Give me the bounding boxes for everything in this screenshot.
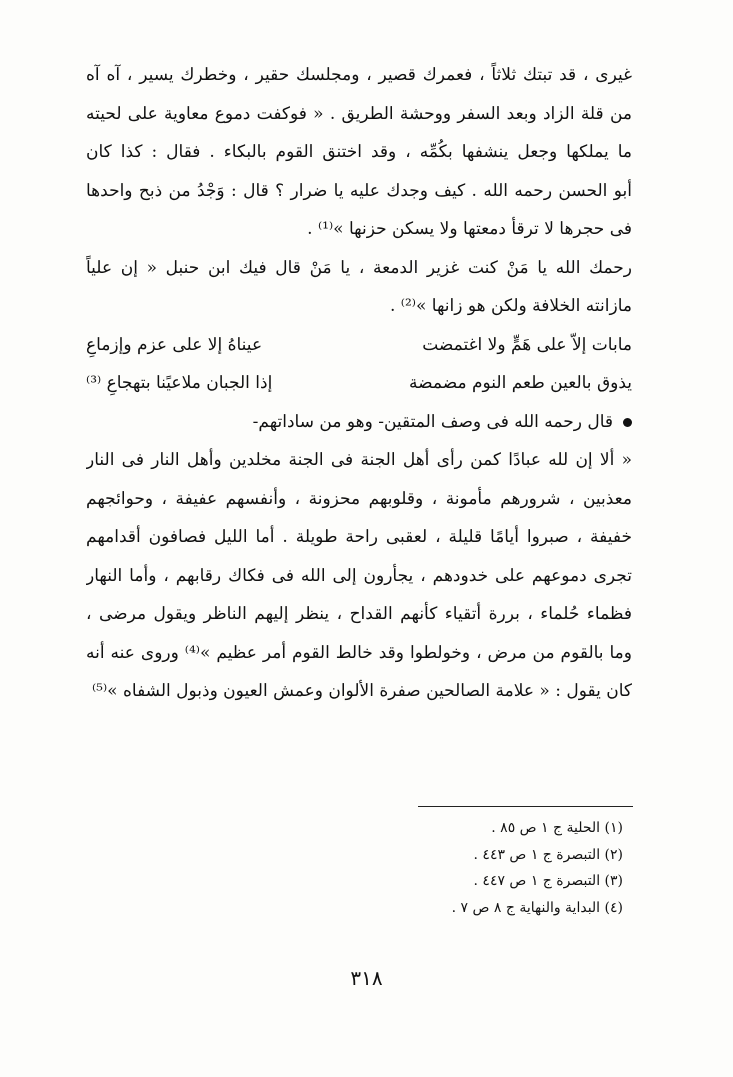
poem-hemistich: يذوق بالعين طعم النوم مضمضة [409,373,632,393]
text-line: تجرى دموعهم على خدودهم ، يجأرون إلى الله فى فكاك رقابهم ، وأما النهار [86,565,632,586]
text-line: أبو الحسن رحمه الله . كيف وجدك عليه يا ضرار ؟ قال : وَجْدُ من ذبح واحدها [86,180,632,201]
page-number: ٣١٨ [350,966,383,990]
text-line: غيرى ، قد تبتك ثلاثاً ، فعمرك قصير ، ومجلسك حقير ، وخطرك يسير ، آه آه [86,65,632,85]
bullet-icon [623,418,632,427]
footnote: (١) الحلية ج ١ ص ٨٥ . [491,820,623,836]
text-line: معذبين ، شرورهم مأمونة ، وقلوبهم محزونة ، وأنفسهم عفيفة ، وحوائجهم [86,488,632,509]
bullet-text: قال رحمه الله فى وصف المتقين- وهو من ساداتهم- [252,411,613,432]
footnote-divider [418,806,633,807]
text-line: فظماء حُلماء ، بررة أتقياء كأنهم القداح ، ينظر إليهم الناظر ويقول مرضى ، [86,604,632,624]
text-line: وما بالقوم من مرض ، وخولطوا وقد خالط القوم أمر عظيم »⁽⁴⁾ وروى عنه أنه [86,642,632,663]
poem-verses [86,326,632,403]
text-line: خفيفة ، صبروا أيامًا قليلة ، لعقبى راحة طويلة . أما الليل فصافون أقدامهم [86,527,632,547]
main-text [86,56,632,711]
footnote: (٣) التبصرة ج ١ ص ٤٤٧ . [473,873,623,889]
footnote: (٤) البداية والنهاية ج ٨ ص ٧ . [451,899,623,916]
text-line: « ألا إن لله عبادًا كمن رأى أهل الجنة فى الجنة مخلدين وأهل النار فى النار [86,450,632,470]
text-line: كان يقول : « علامة الصالحين صفرة الألوان وعمش العيون وذبول الشفاه »⁽⁵⁾ [91,681,632,701]
text-line: من قلة الزاد وبعد السفر ووحشة الطريق . « فوكفت دموع معاوية على لحيته [86,103,632,124]
poem-hemistich: عيناهُ إلا على عزم وإزماعِ [86,334,263,355]
bullet-line [86,403,632,442]
text-line: فى حجرها لا ترقأ دمعتها ولا يسكن حزنها »⁽¹⁾ . [307,219,632,239]
text-line: رحمك الله يا مَنْ كنت غزير الدمعة ، يا مَنْ قال فيك ابن حنبل « إن علياً [86,257,632,278]
text-line: ما يملكها وجعل ينشفها بكُمِّه ، وقد اختنق القوم بالبكاء . فقال : كذا كان [86,142,632,162]
text-line: مازانته الخلافة ولكن هو زانها »⁽²⁾ . [389,296,632,316]
footnote: (٢) التبصرة ج ١ ص ٤٤٣ . [473,846,623,863]
footnotes [323,815,623,921]
poem-hemistich: مابات إلاّ على هَمٍّ ولا اغتمضت [422,334,632,355]
poem-hemistich: إذا الجبان ملاعيًنا بتهجاعِ ⁽³⁾ [86,373,273,393]
